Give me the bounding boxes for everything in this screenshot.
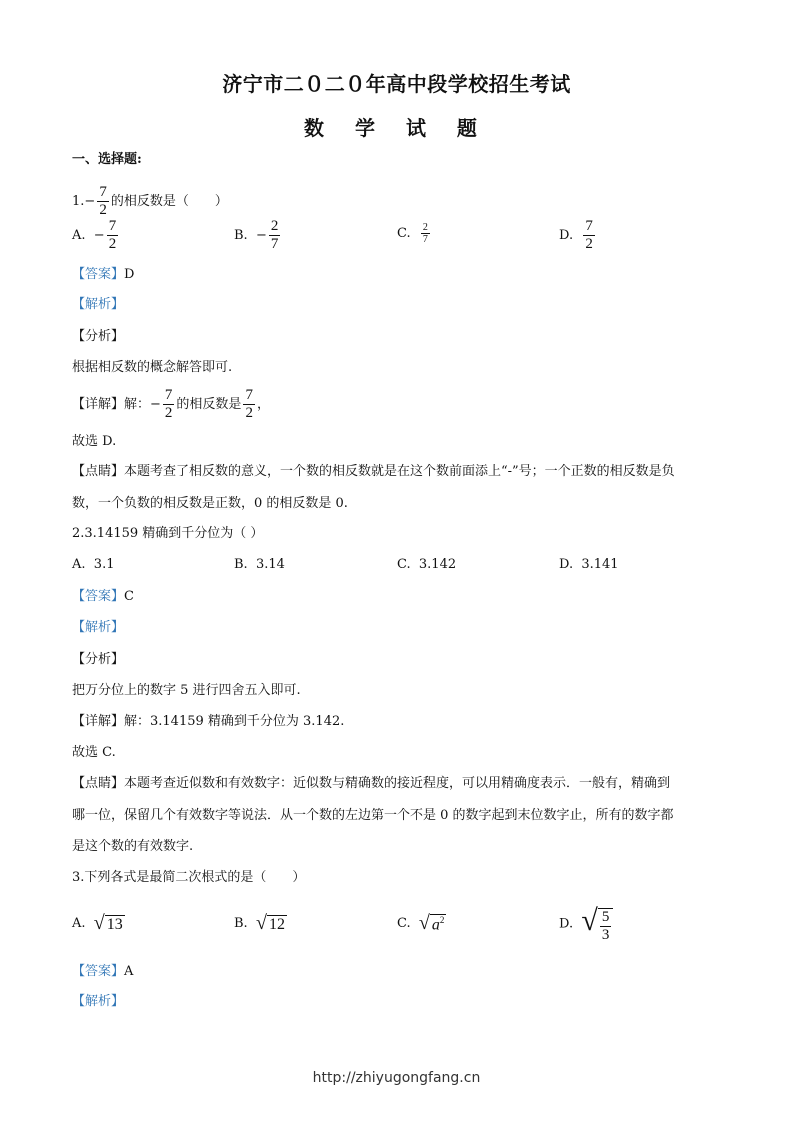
q2-option-b: B. 3.14 [234, 557, 285, 572]
q3-option-d: D. √ $\frac{5}{3}$ [559, 904, 613, 944]
q2-fenxi-text: 把万分位上的数字 5 进行四舍五入即可. [72, 683, 301, 698]
exam-subtitle: 数 学 试 题 [304, 116, 489, 140]
q1-fenxi-tag: 【分析】 [72, 329, 125, 344]
q3-answer: 【答案】A [72, 964, 134, 979]
q1-fraction: $\frac{7}{2}$ [99, 184, 107, 218]
q1-fenxi-text: 根据相反数的概念解答即可. [72, 360, 233, 375]
q2-answer: 【答案】C [72, 589, 134, 604]
q2-option-d: D. 3.141 [559, 557, 619, 572]
q1-answer: 【答案】D [72, 267, 135, 282]
q2-comment-3: 是这个数的有效数字. [72, 839, 194, 854]
q1-analysis-tag: 【解析】 [72, 297, 125, 312]
q2-comment-2: 哪一位，保留几个有效数字等说法．从一个数的左边第一个不是 0 的数字起到末位数字止，所有的数字都 [72, 808, 674, 823]
q1-detail: 【详解】解：− $\frac{7}{2}$ 的相反数是 $\frac{7}{2}$ ， [72, 387, 270, 421]
sqrt-symbol: √ 12 [255, 912, 285, 934]
q2-analysis-tag: 【解析】 [72, 620, 125, 635]
q1-option-a: A. − $\frac{7}{2}$ [72, 218, 117, 252]
q3-analysis-tag: 【解析】 [72, 994, 125, 1009]
q1-choose: 故选 D. [72, 434, 117, 449]
section-heading: 一、选择题: [72, 152, 142, 167]
sqrt-symbol: √ $\frac{5}{3}$ [581, 904, 613, 944]
q1-option-b: B. − $\frac{2}{7}$ [234, 218, 279, 252]
q3-option-a: A. √ 13 [72, 912, 123, 934]
q2-comment-1: 【点睛】本题考查近似数和有效数字：近似数与精确数的接近程度，可以用精确度表示．一般有，精确到 [72, 776, 671, 791]
q1-option-c: C. $\frac{2}{7}$ [397, 222, 428, 245]
q2-stem: 2.3.14159 精确到千分位为（ ） [72, 526, 264, 541]
exam-title: 济宁市二０二０年高中段学校招生考试 [222, 72, 571, 96]
q3-option-b: B. √ 12 [234, 912, 285, 934]
footer-url[interactable]: http://zhiyugongfang.cn [312, 1070, 481, 1086]
sqrt-symbol: √ $a^2$ [418, 912, 445, 934]
q2-option-a: A. 3.1 [72, 557, 115, 572]
q3-option-c: C. √ $a^2$ [397, 912, 445, 934]
q2-detail: 【详解】解：3.14159 精确到千分位为 3.142. [72, 714, 345, 729]
q1-option-d: D. $\frac{7}{2}$ [559, 218, 593, 252]
q2-option-c: C. 3.142 [397, 557, 457, 572]
q1-comment-1: 【点睛】本题考查了相反数的意义，一个数的相反数就是在这个数前面添上“-”号；一个正数的相反数是负 [72, 464, 675, 479]
q2-fenxi-tag: 【分析】 [72, 652, 125, 667]
q1-comment-2: 数，一个负数的相反数是正数，0 的相反数是 0. [72, 496, 348, 511]
sqrt-symbol: √ 13 [93, 912, 123, 934]
q1-stem: 1.− $\frac{7}{2}$ 的相反数是（ ） [72, 184, 228, 218]
q3-stem: 3.下列各式是最简二次根式的是（ ） [72, 870, 306, 885]
q2-choose: 故选 C. [72, 745, 116, 760]
